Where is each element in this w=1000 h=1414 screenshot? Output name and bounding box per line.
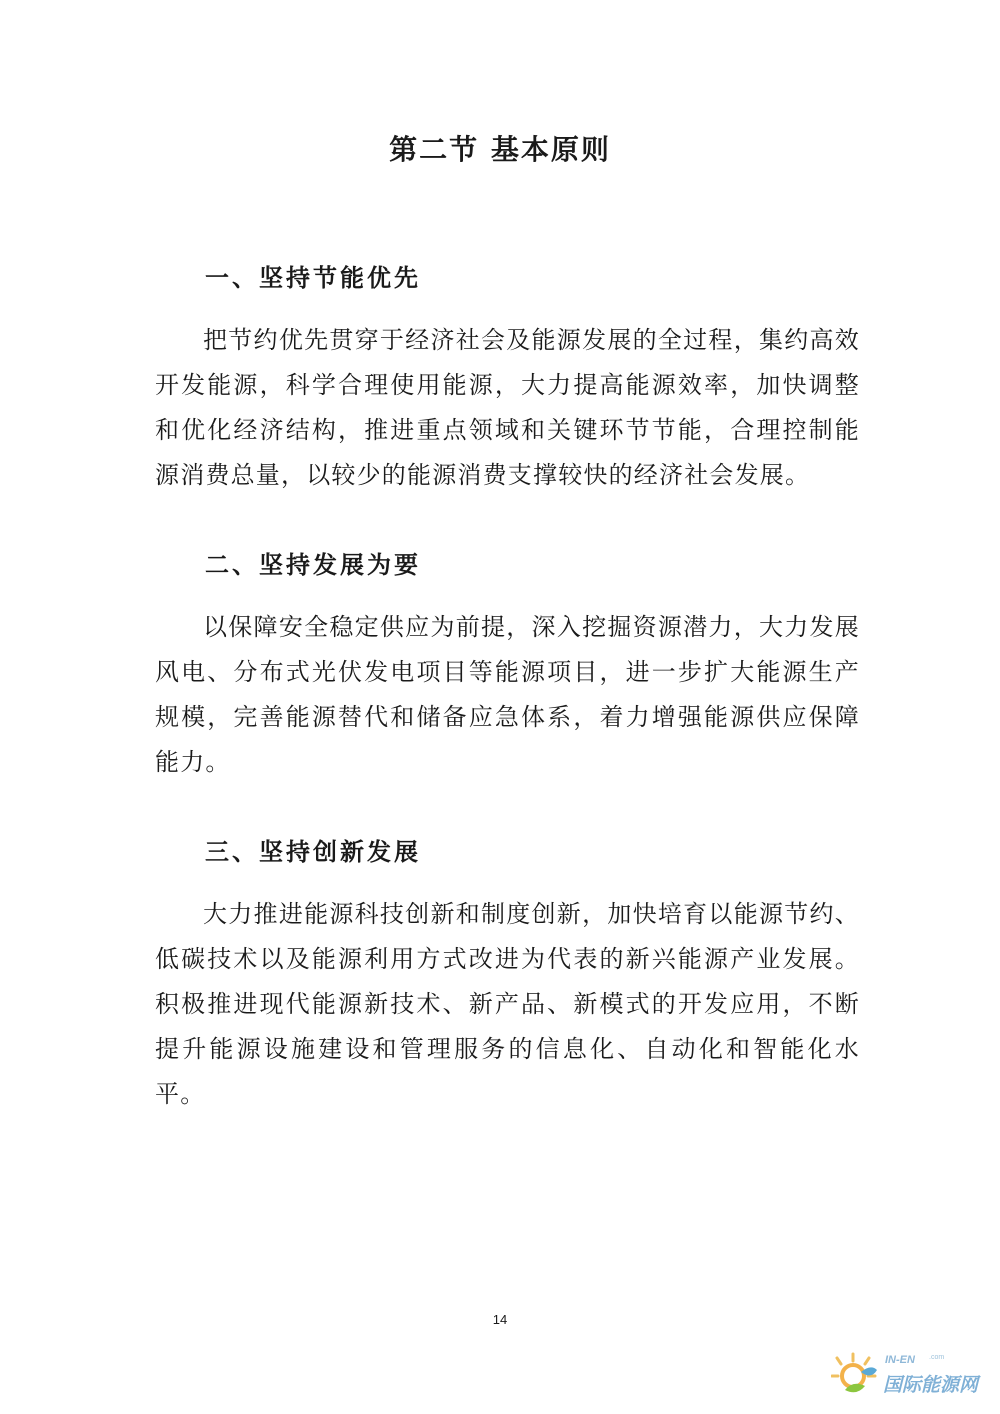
principle-paragraph-3: 大力推进能源科技创新和制度创新，加快培育以能源节约、低碳技术以及能源利用方式改进为代表的新兴能源产业发展。积极推进现代能源新技术、新产品、新模式的开发应用，不断提升能源设施建设和管理服务的信息化、自动化和智能化水平。 [155, 900, 860, 1108]
watermark-name: 国际能源网 [883, 1374, 979, 1396]
section-title: 第二节 基本原则 [389, 133, 611, 166]
watermark-brand: IN-EN [885, 1354, 915, 1366]
principle-paragraph-1: 把节约优先贯穿于经济社会及能源发展的全过程，集约高效开发能源，科学合理使用能源，大力提高能源效率，加快调整和优化经济结构，推进重点领域和关键环节节能，合理控制能源消费总量，以较少的能源消费支撑较快的经济社会发展。 [155, 326, 860, 489]
principle-paragraph-2: 以保障安全稳定供应为前提，深入挖掘资源潜力，大力发展风电、分布式光伏发电项目等能源项目，进一步扩大能源生产规模，完善能源替代和储备应急体系，着力增强能源供应保障能力。 [155, 613, 860, 776]
principle-heading-3: 三、坚持创新发展 [205, 838, 421, 866]
principle-heading-2: 二、坚持发展为要 [205, 551, 421, 579]
sun-leaf-logo-icon [831, 1352, 881, 1398]
page-number: 14 [492, 1312, 508, 1327]
principle-heading-1: 一、坚持节能优先 [205, 264, 421, 292]
watermark-domain: .com [929, 1354, 945, 1361]
watermark [827, 1350, 992, 1402]
